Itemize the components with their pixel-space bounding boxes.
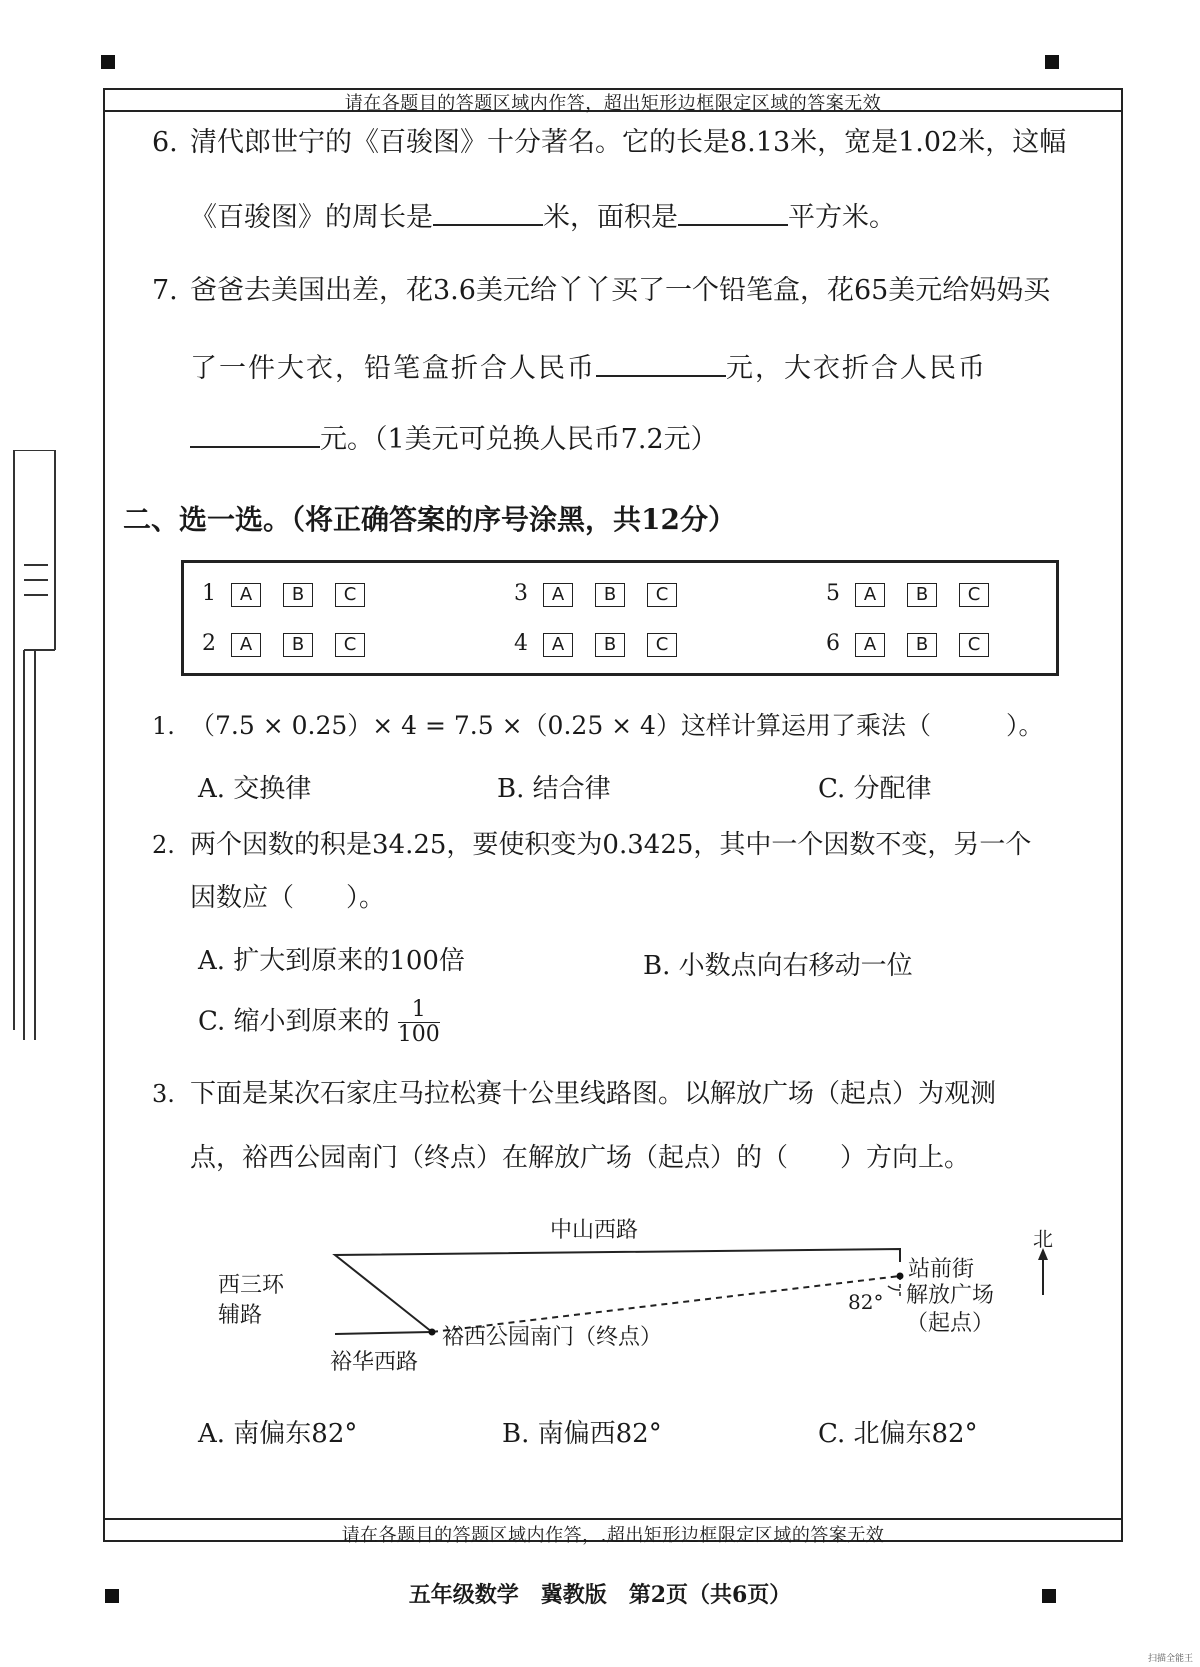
bubble-a[interactable]: A — [231, 633, 261, 657]
answer-number: 6 — [826, 631, 840, 656]
c1-text: （7.5 × 0.25）× 4 = 7.5 ×（0.25 × 4）这样计算运用了乘法（ ）。 — [190, 711, 1044, 740]
bubble-a[interactable]: A — [543, 633, 573, 657]
label-end-point: 裕西公园南门（终点） — [442, 1325, 663, 1350]
c2-option-c-text: C. 缩小到原来的 — [198, 1006, 390, 1037]
label-zhanqian-street: 站前街 — [908, 1257, 975, 1282]
bubble-c[interactable]: C — [959, 633, 989, 657]
section-2-title: 二、选一选。（将正确答案的序号涂黑，共12分） — [123, 503, 736, 536]
bubble-c[interactable]: C — [647, 583, 677, 607]
bubble-b[interactable]: B — [283, 583, 313, 607]
answer-number: 1 — [202, 581, 216, 606]
c3-option-a: A. 南偏东82° — [198, 1419, 358, 1449]
label-yuhua-road: 裕华西路 — [330, 1350, 419, 1375]
c3-line2: 点，裕西公园南门（终点）在解放广场（起点）的（ ）方向上。 — [190, 1143, 971, 1173]
answer-number: 5 — [826, 581, 840, 606]
q6-line2-a: 《百骏图》的周长是 — [190, 202, 433, 233]
label-jiefang-square: 解放广场 — [906, 1283, 995, 1308]
label-xisanhuan-1: 西三环 — [218, 1273, 285, 1298]
c2-option-b: B. 小数点向右移动一位 — [643, 951, 913, 981]
bubble-b[interactable]: B — [595, 633, 625, 657]
bubble-c[interactable]: C — [647, 633, 677, 657]
bubble-b[interactable]: B — [907, 583, 937, 607]
c3-option-c: C. 北偏东82° — [818, 1419, 978, 1449]
angle-arc — [888, 1286, 900, 1290]
c3-number: 3. — [152, 1080, 175, 1108]
north-icon: 北 — [1033, 1227, 1053, 1251]
c2-line2: 因数应（ ）。 — [190, 883, 386, 913]
q6-number: 6. — [152, 127, 178, 158]
bubble-a[interactable]: A — [543, 583, 573, 607]
label-angle: 82° — [848, 1290, 884, 1314]
fraction-denominator: 100 — [397, 1022, 440, 1047]
bubble-b[interactable]: B — [283, 633, 313, 657]
fraction-numerator: 1 — [398, 998, 440, 1023]
label-xisanhuan-2: 辅路 — [218, 1303, 263, 1328]
q7-line2-b: 元，大衣折合人民币 — [726, 353, 987, 384]
q6-line2-b: 米，面积是 — [543, 202, 678, 233]
notice-top: 请在各题目的答题区域内作答，超出矩形边框限定区域的答案无效 — [344, 93, 882, 114]
c2-number: 2. — [152, 831, 175, 859]
q7-number: 7. — [152, 275, 178, 306]
q6-line1: 清代郎世宁的《百骏图》十分著名。它的长是8.13米，宽是1.02米，这幅 — [190, 127, 1067, 158]
bubble-a[interactable]: A — [231, 583, 261, 607]
q7-line1: 爸爸去美国出差，花3.6美元给丫丫买了一个铅笔盒，花65美元给妈妈买 — [190, 275, 1051, 306]
bubble-a[interactable]: A — [855, 583, 885, 607]
answer-number: 4 — [514, 631, 528, 656]
bubble-a[interactable]: A — [855, 633, 885, 657]
page-footer: 五年级数学 冀教版 第2页（共6页） — [408, 1582, 792, 1608]
q7-line2-a: 了一件大衣，铅笔盒折合人民币 — [190, 353, 596, 384]
q7-line3-text: 元。（1美元可兑换人民币7.2元） — [320, 424, 718, 455]
c3-line1: 下面是某次石家庄马拉松赛十公里线路图。以解放广场（起点）为观测 — [190, 1079, 997, 1109]
c2-line1: 两个因数的积是34.25，要使积变为0.3425，其中一个因数不变，另一个 — [190, 830, 1032, 860]
c3-option-b: B. 南偏西82° — [502, 1419, 662, 1449]
q6-line2-c: 平方米。 — [788, 202, 896, 233]
c2-option-a: A. 扩大到原来的100倍 — [198, 946, 465, 976]
c1-option-c: C. 分配律 — [818, 774, 932, 804]
bubble-c[interactable]: C — [959, 583, 989, 607]
scanner-watermark: 扫描全能王 — [1148, 1654, 1194, 1664]
start-point-dot — [897, 1273, 904, 1280]
bubble-b[interactable]: B — [595, 583, 625, 607]
label-zhongshan-road: 中山西路 — [550, 1218, 639, 1243]
bubble-c[interactable]: C — [335, 633, 365, 657]
c1-option-b: B. 结合律 — [497, 774, 611, 804]
route-yuhua-segment — [335, 1332, 432, 1334]
end-point-dot — [429, 1329, 436, 1336]
c1-option-a: A. 交换律 — [198, 774, 312, 804]
label-start-point: （起点） — [906, 1311, 995, 1336]
notice-bottom: 请在各题目的答题区域内作答，.超出矩形边框限定区域的答案无效 — [341, 1525, 885, 1546]
answer-number: 3 — [514, 581, 528, 606]
c1-number: 1. — [152, 712, 175, 740]
answer-number: 2 — [202, 631, 216, 656]
bubble-b[interactable]: B — [907, 633, 937, 657]
bubble-c[interactable]: C — [335, 583, 365, 607]
